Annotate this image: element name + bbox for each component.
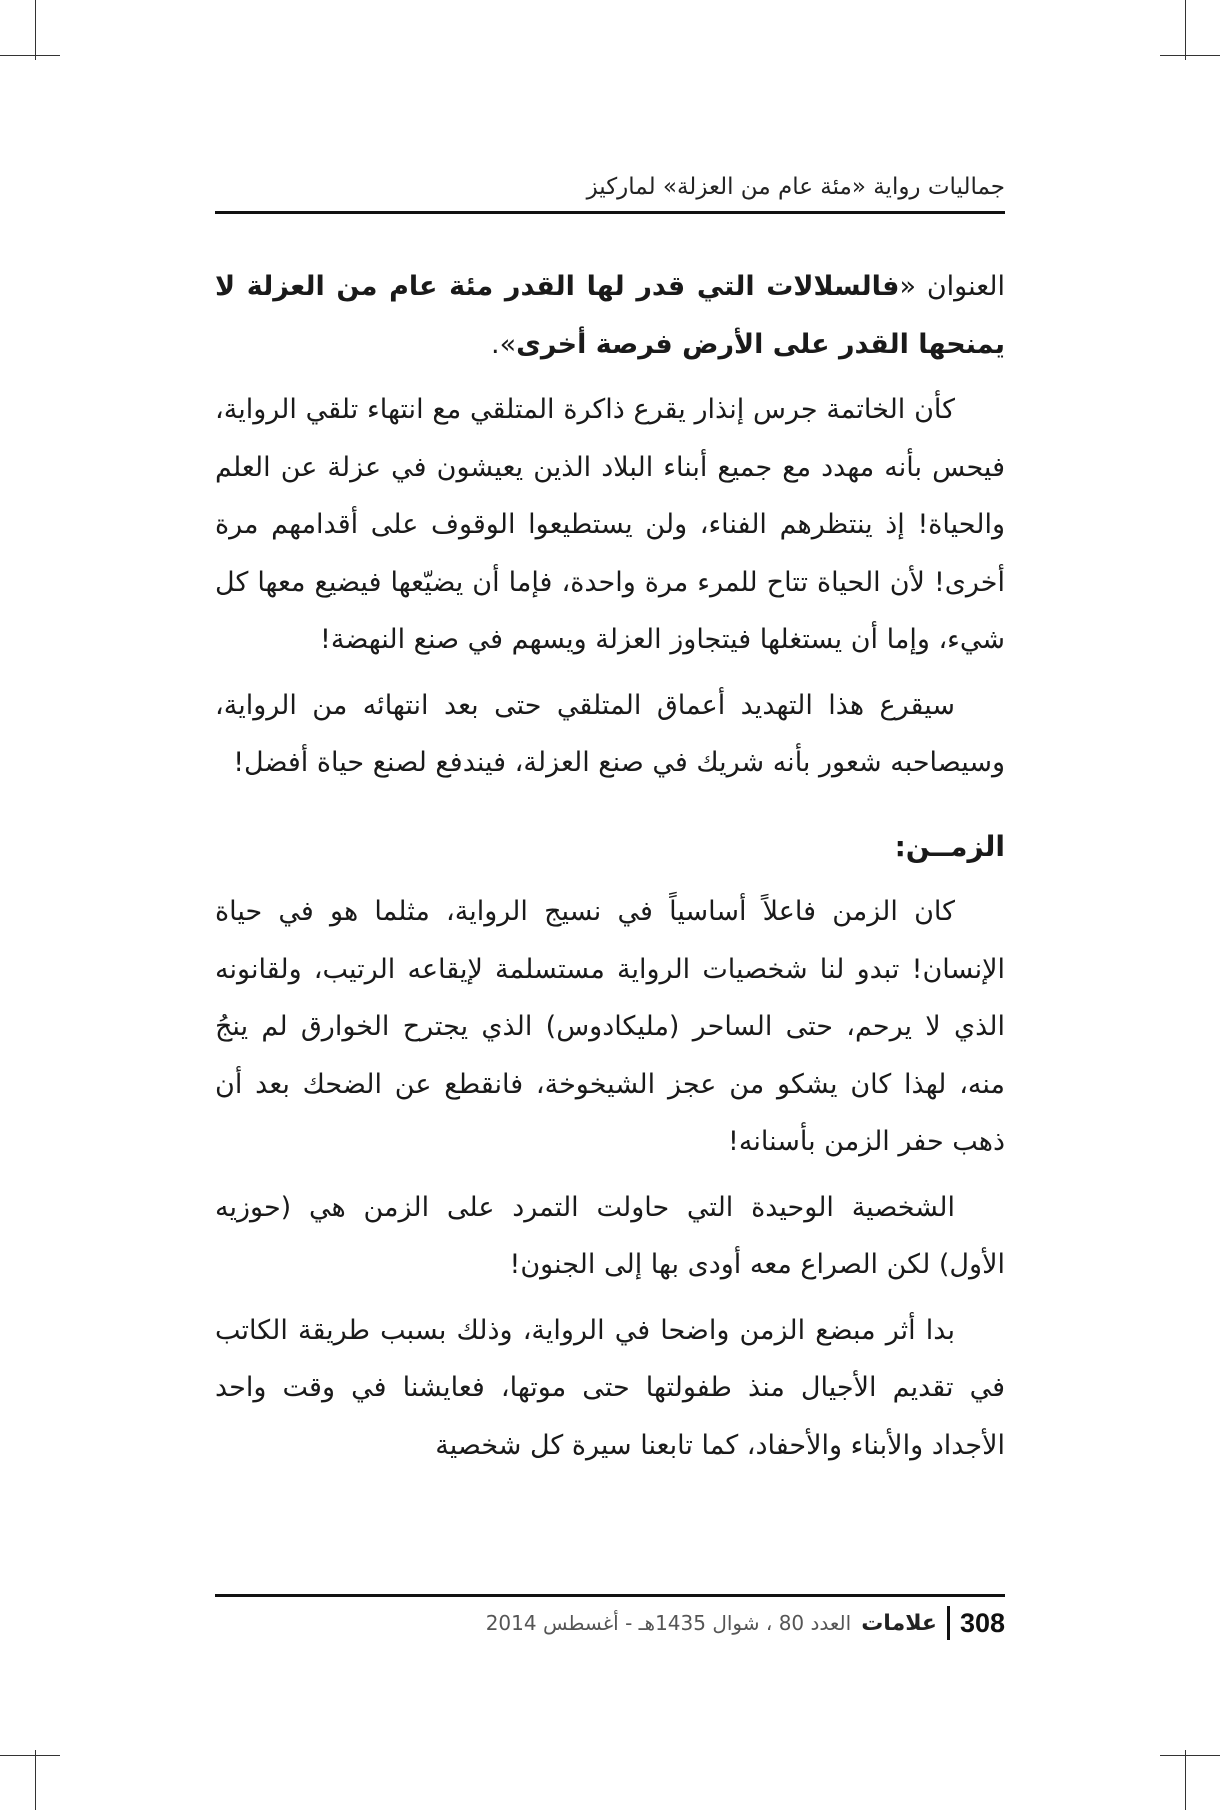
paragraph: سيقرع هذا التهديد أعماق المتلقي حتى بعد انتهائه من الرواية، وسيصاحبه شعور بأنه شريك في صنع العزلة، فيندفع لصنع حياة أفضل! [215,689,1005,778]
header-rule [215,211,1005,214]
paragraph: بدا أثر مبضع الزمن واضحا في الرواية، وذلك بسبب طريقة الكاتب في تقديم الأجيال منذ طفولتها حتى موتها، فعايشنا في وقت واحد الأجداد والأبناء والأحفاد، كما تابعنا سيرة كل شخصية [215,1314,1005,1461]
paragraph: كأن الخاتمة جرس إنذار يقرع ذاكرة المتلقي مع انتهاء تلقي الرواية، فيحس بأنه مهدد مع جميع أبناء البلاد الذين يعيشون في عزلة عن العلم والحياة! إذ ينتظرهم الفناء، ولن يستطيعوا الوقوف على أقدامهم مرة أخرى! لأن الحياة تتاح للمرء مرة واحدة، فإما أن يضيّعها فيضيع معها كل شيء، وإما أن يستغلها فيتجاوز العزلة ويسهم في صنع النهضة! [215,394,1005,655]
quote-bold-text: فالسلالات التي قدر لها القدر مئة عام من العزلة لا يمنحها القدر على الأرض فرصة أخرى [215,271,1005,360]
crop-mark [35,0,36,60]
issue-info: العدد 80 ، شوال 1435هـ - أغسطس 2014 [485,1611,852,1635]
body-text [215,258,1005,1474]
crop-mark [1160,1755,1220,1756]
paragraph: الشخصية الوحيدة التي حاولت التمرد على الزمن هي (حوزيه الأول) لكن الصراع معه أودى بها إلى الجنون! [215,1191,1005,1280]
crop-mark [0,1755,60,1756]
page-footer [215,1603,1005,1643]
quote-prefix: العنوان « [899,271,1005,302]
running-head: جماليات رواية «مئة عام من العزلة» لماركيز [586,174,1005,200]
paragraph [215,258,1005,373]
paragraph: كان الزمن فاعلاً أساسياً في نسيج الرواية، مثلما هو في حياة الإنسان! تبدو لنا شخصيات الرواية مستسلمة لإيقاعه الرتيب، ولقانونه الذي لا يرحم، حتى الساحر (مليكادوس) الذي يجترح الخوارق لم ينجُ منه، لهذا كان يشكو من عجز الشيخوخة، فانقطع عن الضحك بعد أن ذهب حفر الزمن بأسنانه! [215,896,1005,1157]
crop-mark [1185,0,1186,60]
crop-mark [1160,55,1220,56]
section-heading: الزمــن: [894,829,1005,863]
page-number: 308 [959,1607,1005,1638]
crop-mark [35,1750,36,1810]
crop-mark [1185,1750,1186,1810]
footer-rule [215,1594,1005,1597]
quote-suffix: ». [491,328,517,360]
crop-mark [0,55,60,56]
journal-logo: علامات [861,1610,937,1636]
footer-divider [947,1606,950,1640]
